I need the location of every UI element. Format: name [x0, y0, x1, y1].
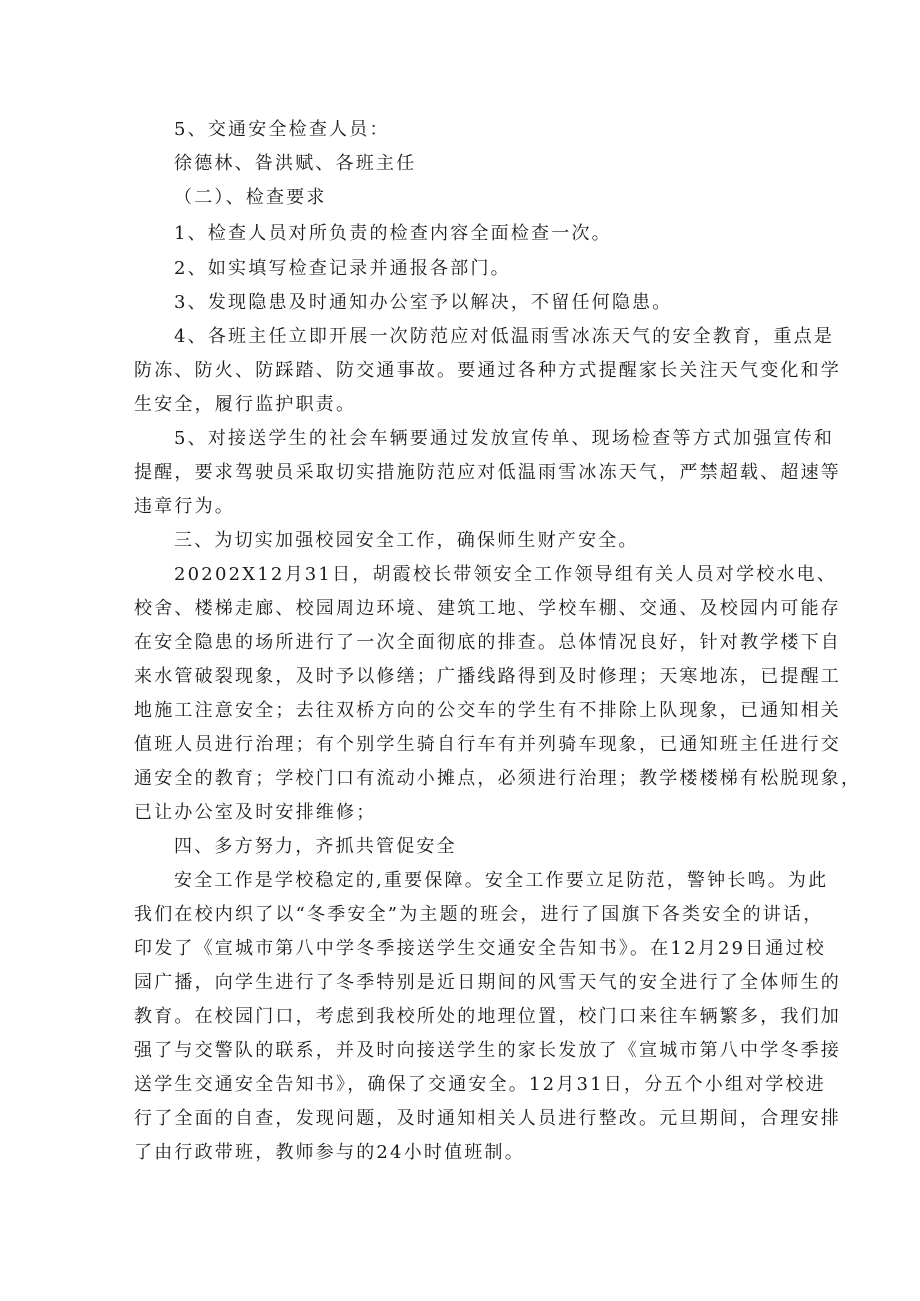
- text-line: 违章行为。: [134, 496, 235, 517]
- text-line: 在安全隐患的场所进行了一次全面彻底的排查。总体情况良好，针对教学楼下自: [134, 632, 841, 653]
- text-line: 校舍、楼梯走廊、校园周边环境、建筑工地、学校车棚、交通、及校园内可能存: [134, 598, 841, 619]
- text-line: 安全工作是学校稳定的,重要保障。安全工作要立足防范，警钟长鸣。为此: [174, 870, 829, 891]
- section-heading: （二）、检查要求: [174, 187, 327, 208]
- text-line: 防冻、防火、防踩踏、防交通事故。要通过各种方式提醒家长关注天气变化和学: [134, 360, 841, 381]
- text-line: 3、发现隐患及时通知办公室予以解决，不留任何隐患。: [174, 292, 673, 313]
- text-line: 我们在校内织了以“冬季安全”为主题的班会，进行了国旗下各类安全的讲话，: [134, 904, 824, 925]
- text-line: 徐德林、昝洪赋、各班主任: [174, 153, 417, 174]
- text-line: 提醒，要求驾驶员采取切实措施防范应对低温雨雪冰冻天气，严禁超载、超速等: [134, 462, 841, 483]
- text-line: 通安全的教育；学校门口有流动小摊点，必须进行治理；教学楼楼梯有松脱现象，: [134, 768, 862, 789]
- text-line: 强了与交警队的联系，并及时向接送学生的家长发放了《宣城市第八中学冬季接: [134, 1040, 841, 1061]
- text-line: 4、各班主任立即开展一次防范应对低温雨雪冰冻天气的安全教育，重点是: [174, 326, 835, 347]
- text-line: 值班人员进行治理；有个别学生骑自行车有并列骑车现象，已通知班主任进行交: [134, 734, 841, 755]
- text-line: 行了全面的自查，发现问题，及时通知相关人员进行整改。元旦期间，合理安排: [134, 1108, 841, 1129]
- text-line: 印发了《宣城市第八中学冬季接送学生交通安全告知书》。在12月29日通过校: [134, 938, 827, 959]
- text-line: 生安全，履行监护职责。: [134, 394, 357, 415]
- text-line: 送学生交通安全告知书》，确保了交通安全。12月31日，分五个小组对学校进: [134, 1074, 827, 1095]
- text-line: 地施工注意安全；去往双桥方向的公交车的学生有不排除上队现象，已通知相关: [134, 700, 841, 721]
- text-line: 5、交通安全检查人员：: [174, 119, 390, 140]
- text-line: 20202X12月31日，胡霞校长带领安全工作领导组有关人员对学校水电、: [174, 564, 838, 585]
- text-line: 了由行政带班，教师参与的24小时值班制。: [134, 1142, 525, 1163]
- text-line: 教育。在校园门口，考虑到我校所处的地理位置，校门口来往车辆繁多，我们加: [134, 1006, 841, 1027]
- text-line: 2、如实填写检查记录并通报各部门。: [174, 258, 511, 279]
- text-line: 来水管破裂现象，及时予以修缮；广播线路得到及时修理；天寒地冻，已提醒工: [134, 666, 841, 687]
- text-line: 5、对接送学生的社会车辆要通过发放宣传单、现场检查等方式加强宣传和: [174, 428, 835, 449]
- section-heading: 三、为切实加强校园安全工作，确保师生财产安全。: [174, 530, 639, 551]
- text-line: 1、检查人员对所负责的检查内容全面检查一次。: [174, 223, 612, 244]
- text-line: 已让办公室及时安排维修；: [134, 802, 377, 823]
- text-line: 园广播，向学生进行了冬季特别是近日期间的风雪天气的安全进行了全体师生的: [134, 972, 841, 993]
- section-heading: 四、多方努力，齐抓共管促安全: [174, 836, 457, 857]
